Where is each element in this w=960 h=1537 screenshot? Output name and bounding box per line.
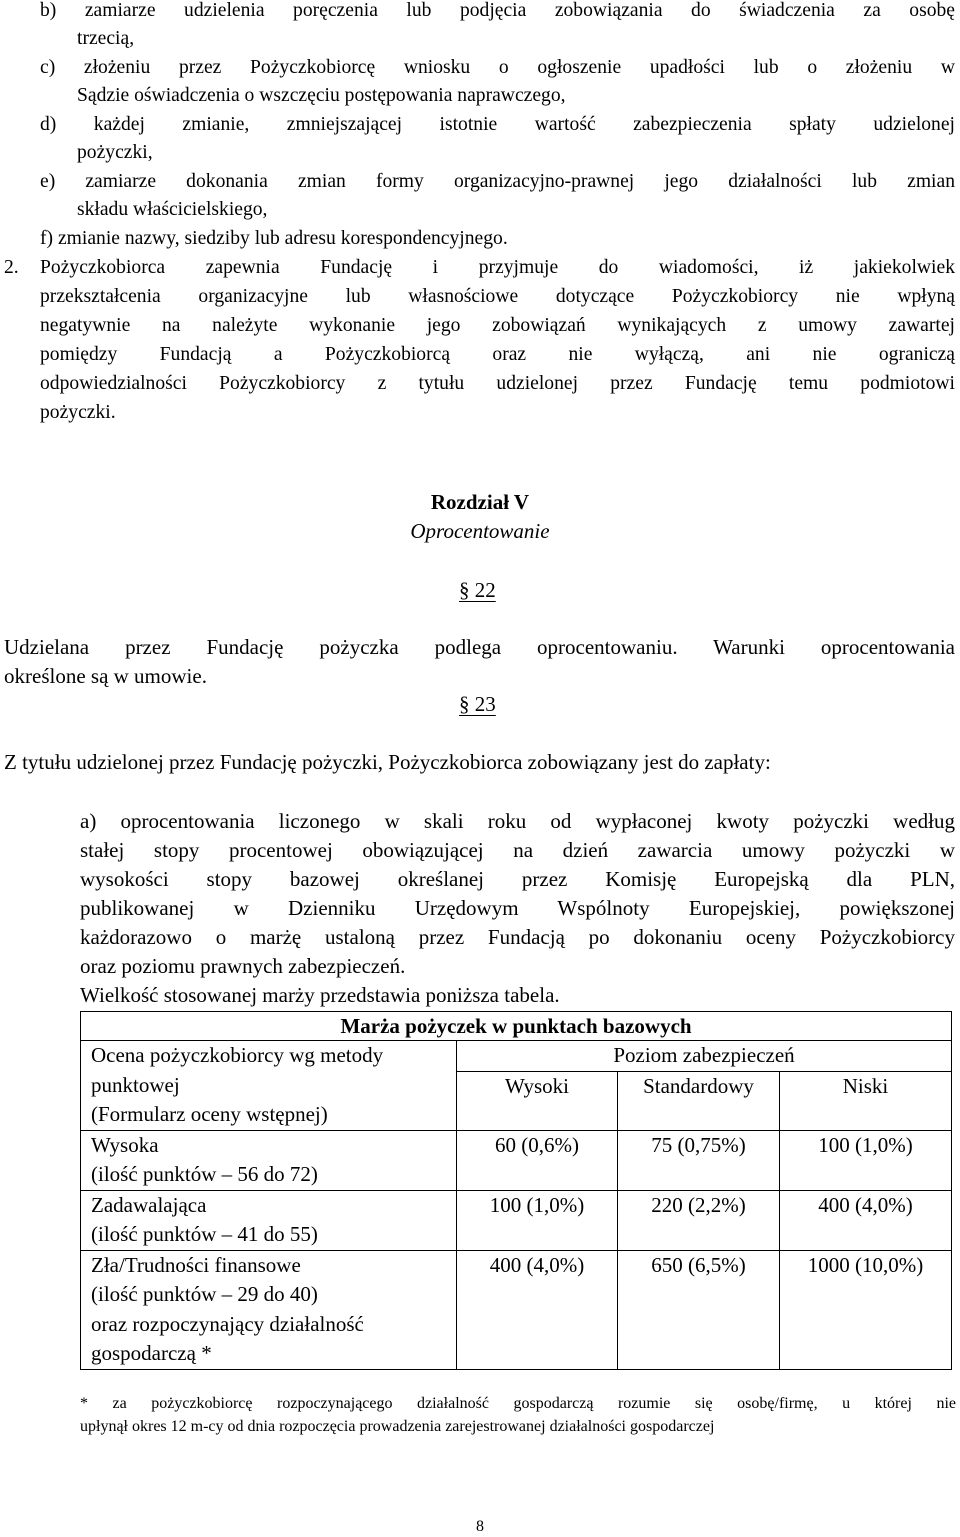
list-item-e-line-1: e) zamiarze dokonania zmian formy organizacyjno-prawnej jego działalności lub zmian [40, 171, 955, 192]
paragraph-2-line-2: przekształcenia organizacyjne lub własnościowe dotyczące Pożyczkobiorcy nie wpłyną [40, 286, 955, 307]
row-1-label-line-2: (ilość punktów – 56 do 72) [91, 1162, 318, 1186]
row-label [81, 1190, 457, 1250]
row-3-label-line-4: gospodarczą * [91, 1341, 212, 1365]
table-cell: 400 (4,0%) [457, 1250, 618, 1369]
chapter-title: Rozdział V [430, 490, 530, 514]
page-number: 8 [476, 1518, 484, 1535]
section-22-label: § 22 [459, 578, 496, 602]
column-header-standardowy: Standardowy [618, 1071, 780, 1130]
table-cell: 100 (1,0%) [780, 1130, 952, 1190]
list-item-b-line-1: b) zamiarze udzielenia poręczenia lub podjęcia zobowiązania do świadczenia za osobę [40, 0, 955, 21]
column-header-niski: Niski [780, 1071, 952, 1130]
table-cell: 75 (0,75%) [618, 1130, 780, 1190]
table-cell: 220 (2,2%) [618, 1190, 780, 1250]
list-item-b-line-2: trzecią, [77, 28, 135, 49]
footnote-line-2: upłynął okres 12 m-cy od dnia rozpoczęcia prowadzenia zarejestrowanej działalności gospodarczej [80, 1418, 715, 1435]
item-a-line-6: oraz poziomu prawnych zabezpieczeń. [80, 954, 406, 978]
table-cell: 100 (1,0%) [457, 1190, 618, 1250]
row-label [81, 1130, 457, 1190]
item-a-line-3: wysokości stopy bazowej określanej przez Komisję Europejską dla PLN, [80, 867, 955, 891]
table-intro-note: Wielkość stosowanej marży przedstawia poniższa tabela. [80, 983, 560, 1007]
table-row [81, 1190, 952, 1250]
item-a-line-1: a) oprocentowania liczonego w skali roku od wypłaconej kwoty pożyczki według [80, 809, 955, 833]
header-left-line-3: (Formularz oceny wstępnej) [91, 1102, 328, 1126]
paragraph-2-line-4: pomiędzy Fundacją a Pożyczkobiorcą oraz nie wyłączą, ani nie ograniczą [40, 344, 955, 365]
chapter-subtitle: Oprocentowanie [410, 519, 550, 543]
paragraph-2-line-3: negatywnie na należyte wykonanie jego zobowiązań wynikających z umowy zawartej [40, 315, 955, 336]
row-2-label-line-1: Zadawalająca [91, 1192, 207, 1217]
paragraph-2-line-6: pożyczki. [40, 402, 116, 423]
list-item-c-line-2: Sądzie oświadczenia o wszczęciu postępowania naprawczego, [77, 85, 566, 106]
list-item-d-line-2: pożyczki, [77, 142, 153, 163]
list-item-f-line-1: f) zmianie nazwy, siedziby lub adresu korespondencyjnego. [40, 228, 508, 249]
row-3-label-line-1: Zła/Trudności finansowe [91, 1252, 301, 1277]
list-item-d-line-1: d) każdej zmianie, zmniejszającej istotnie wartość zabezpieczenia spłaty udzielonej [40, 114, 955, 135]
margin-table [80, 1011, 952, 1370]
header-left-line-2: punktowej [91, 1072, 180, 1097]
item-a-line-4: publikowanej w Dzienniku Urzędowym Wspólnoty Europejskiej, powiększonej [80, 896, 955, 920]
table-cell: 1000 (10,0%) [780, 1250, 952, 1369]
list-item-e-line-2: składu właścicielskiego, [77, 199, 268, 220]
item-a-line-2: stałej stopy procentowej obowiązującej na dzień zawarcia umowy pożyczki w [80, 838, 955, 862]
row-1-label-line-1: Wysoka [91, 1132, 159, 1157]
paragraph-2-number: 2. [4, 257, 19, 278]
section-22-line-1: Udzielana przez Fundację pożyczka podlega oprocentowaniu. Warunki oprocentowania [4, 635, 955, 659]
row-label [81, 1250, 457, 1369]
header-left-line-1: Ocena pożyczkobiorcy wg metody [91, 1043, 384, 1067]
section-23-label: § 23 [459, 692, 496, 716]
table-row [81, 1250, 952, 1369]
paragraph-2-line-1: Pożyczkobiorca zapewnia Fundację i przyjmuje do wiadomości, iż jakiekolwiek [40, 257, 955, 278]
table-row [81, 1130, 952, 1190]
table-title: Marża pożyczek w punktach bazowych [81, 1012, 952, 1041]
row-3-label-line-3: oraz rozpoczynający działalność [91, 1311, 364, 1336]
row-2-label-line-2: (ilość punktów – 41 do 55) [91, 1222, 318, 1246]
table-header-left [81, 1041, 457, 1131]
table-cell: 650 (6,5%) [618, 1250, 780, 1369]
column-header-wysoki: Wysoki [457, 1071, 618, 1130]
list-item-c-line-1: c) złożeniu przez Pożyczkobiorcę wniosku o ogłoszenie upadłości lub o złożeniu w [40, 57, 955, 78]
table-cell: 60 (0,6%) [457, 1130, 618, 1190]
section-22-line-2: określone są w umowie. [4, 664, 207, 688]
row-3-label-line-2: (ilość punktów – 29 do 40) [91, 1282, 318, 1306]
section-23-intro: Z tytułu udzielonej przez Fundację pożyczki, Pożyczkobiorca zobowiązany jest do zapłaty: [4, 750, 771, 774]
table-header-group: Poziom zabezpieczeń [457, 1041, 952, 1072]
paragraph-2-line-5: odpowiedzialności Pożyczkobiorcy z tytułu udzielonej przez Fundację temu podmiotowi [40, 373, 955, 394]
item-a-line-5: każdorazowo o marżę ustaloną przez Fundacją po dokonaniu oceny Pożyczkobiorcy [80, 925, 955, 949]
footnote-line-1: * za pożyczkobiorcę rozpoczynającego działalność gospodarczą rozumie się osobę/firmę, u której nie [80, 1395, 956, 1412]
table-cell: 400 (4,0%) [780, 1190, 952, 1250]
